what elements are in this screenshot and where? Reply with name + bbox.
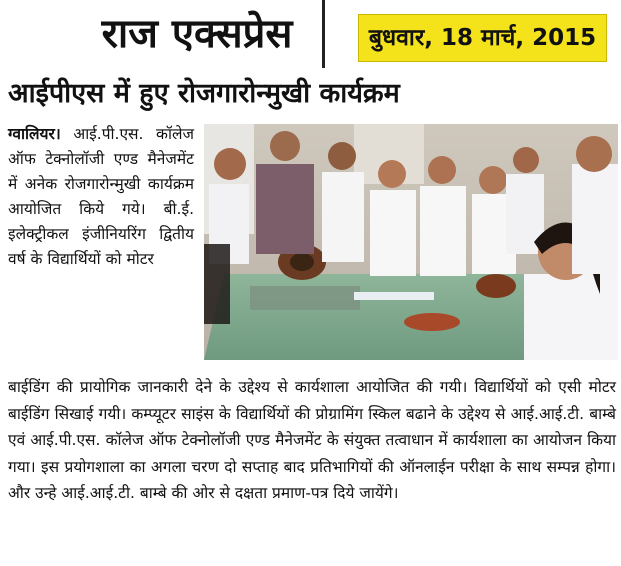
article-body-column [8, 374, 616, 560]
masthead-divider [322, 0, 325, 68]
article-intro-column [8, 122, 194, 374]
students-workshop-photo-illustration [204, 124, 618, 360]
article-headline: आईपीएस में हुए रोजगारोन्मुखी कार्यक्रम [8, 78, 400, 109]
newspaper-title: राज एक्सप्रेस [101, 11, 293, 57]
article-dateline: ग्वालियर। [8, 125, 61, 143]
masthead [0, 0, 621, 68]
date-badge: बुधवार, 18 मार्च, 2015 [358, 14, 607, 62]
article-body-text: बाईडिंग की प्रायोगिक जानकारी देने के उद्देश्य से कार्यशाला आयोजित की गयी। विद्यार्थियों को एसी मोटर बाईडिंग सिखाई गयी। कम्प्यूटर साइंस के विद्यार्थियों की प्रोग्रामिंग स्किल बढाने के उद्देश्य से आई.आई.टी. बाम्बे एवं आई.पी.एस. कॉलेज ऑफ टेक्नोलॉजी एण्ड मैनेजमेंट के संयुक्त तत्वाधान में कार्यशाला का आयोजन किया गया। इस प्रयोगशाला का अगला चरण दो सप्ताह बाद प्रतिभागियों की ऑनलाईन परीक्षा के साथ सम्पन्न होगा। और उन्हे आई.आई.टी. बाम्बे की ओर से दक्षता प्रमाण-पत्र दिये जायेंगे। [8, 378, 616, 502]
news-photo [204, 124, 618, 360]
article-intro-text: आई.पी.एस. कॉलेज ऑफ टेक्नोलॉजी एण्ड मैनेजमेंट में अनेक रोजगारोन्मुखी कार्यक्रम आयोजित किये गये। बी.ई. इलेक्ट्रीकल इंजीनियरिंग द्वितीय वर्ष के विद्यार्थियों को मोटर [8, 125, 194, 268]
